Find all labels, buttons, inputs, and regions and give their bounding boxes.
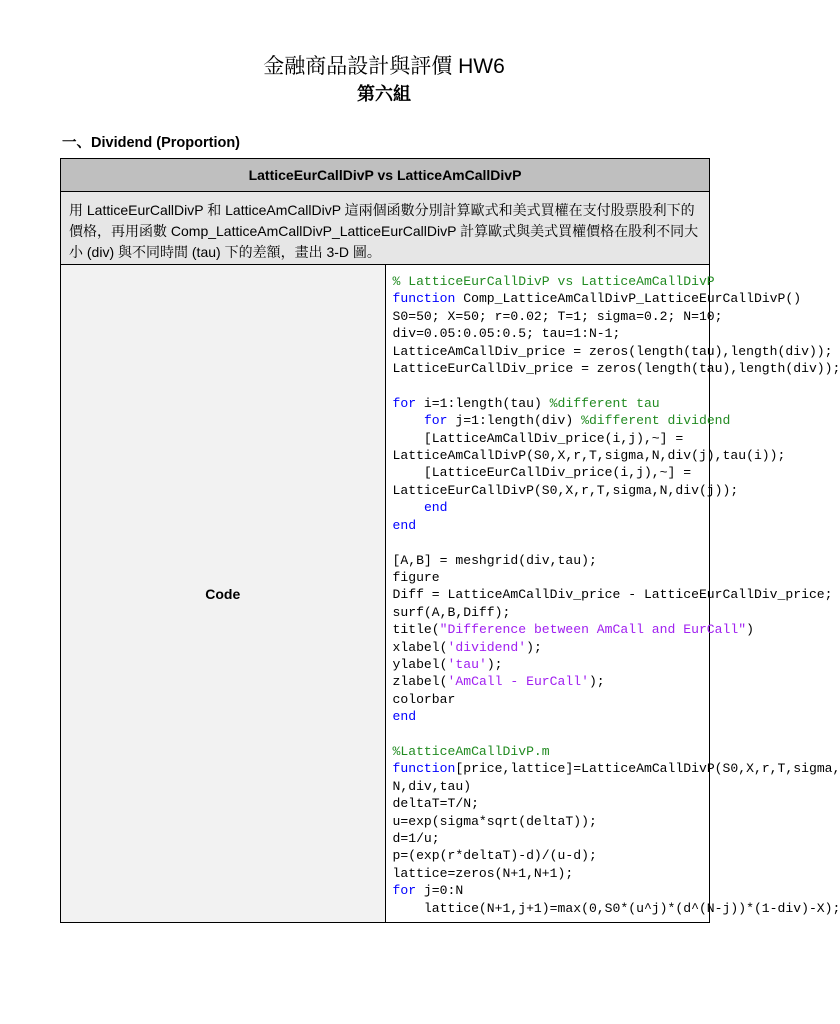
description-row <box>61 192 710 265</box>
code-token-comment: % LatticeEurCallDivP vs LatticeAmCallDivP <box>392 274 715 289</box>
code-line <box>393 500 448 515</box>
code-line <box>393 640 542 655</box>
code-token-string: 'tau' <box>447 656 487 672</box>
code-token-keyword: end <box>392 709 417 725</box>
code-line <box>393 744 550 759</box>
code-token-string: "Difference between AmCall and EurCall" <box>439 622 747 638</box>
code-token-plain: lattice=zeros(N+1,N+1); <box>392 865 574 881</box>
code-token-plain: Comp_LatticeAmCallDivP_LatticeEurCallDivP() <box>455 291 802 307</box>
code-token-plain: u=exp(sigma*sqrt(deltaT)); <box>392 813 597 829</box>
code-line <box>393 483 739 498</box>
code-token-plain: xlabel( <box>392 639 448 655</box>
code-token-plain: Diff = LatticeAmCallDiv_price - LatticeEurCallDiv_price; <box>392 587 833 603</box>
code-line <box>393 448 786 463</box>
code-token-plain: d=1/u; <box>392 831 440 846</box>
code-line <box>393 709 417 724</box>
code-block <box>392 273 840 917</box>
code-token-plain <box>393 413 424 428</box>
code-token-plain <box>393 500 424 515</box>
code-token-plain: surf(A,B,Diff); <box>392 604 511 620</box>
code-token-plain: N,div,tau) <box>392 778 472 794</box>
code-token-plain: [LatticeAmCallDiv_price(i,j),~] = <box>392 430 684 446</box>
code-token-plain: LatticeEurCallDivP(S0,X,r,T,sigma,N,div(j)); <box>392 482 739 498</box>
code-cell <box>385 265 840 923</box>
code-line <box>393 848 597 863</box>
code-token-comment: %LatticeAmCallDivP.m <box>392 743 550 759</box>
code-line <box>393 796 479 811</box>
table-header-row <box>61 159 710 192</box>
code-line <box>393 518 417 533</box>
code-table <box>60 158 840 923</box>
code-line <box>393 831 440 846</box>
code-line <box>393 622 754 637</box>
code-row <box>61 265 710 923</box>
code-token-plain: S0=50; X=50; r=0.02; T=1; sigma=0.2; N=10; <box>392 308 723 324</box>
code-token-plain: [A,B] = meshgrid(div,tau); <box>392 552 597 568</box>
code-line <box>393 361 840 376</box>
code-token-plain: p=(exp(r*deltaT)-d)/(u-d); <box>392 848 597 864</box>
code-token-keyword: end <box>392 517 417 533</box>
code-token-plain: LatticeAmCallDiv_price = zeros(length(tau),length(div)); <box>392 343 833 359</box>
code-token-plain: LatticeEurCallDiv_price = zeros(length(tau),length(div)); <box>392 361 840 377</box>
code-line <box>393 761 840 776</box>
code-line <box>393 413 731 428</box>
table-header: LatticeEurCallDivP vs LatticeAmCallDivP <box>61 159 710 192</box>
code-line <box>393 587 833 602</box>
code-token-plain: lattice(N+1,j+1)=max(0,S0*(u^j)*(d^(N-j))*(1-div)-X); <box>392 900 840 916</box>
code-line <box>393 309 723 324</box>
code-line <box>393 674 605 689</box>
code-line <box>393 396 660 411</box>
document-title: 金融商品設計與評價 HW6 <box>263 55 505 78</box>
code-token-keyword: end <box>423 500 448 516</box>
code-token-plain: LatticeAmCallDivP(S0,X,r,T,sigma,N,div(j),tau(i)); <box>392 448 786 464</box>
code-line <box>393 883 464 898</box>
code-line <box>393 465 692 480</box>
code-token-comment: %different tau <box>549 395 660 411</box>
code-token-plain: ); <box>526 639 542 655</box>
code-line <box>393 779 472 794</box>
code-token-plain: i=1:length(tau) <box>416 395 550 411</box>
code-line <box>393 692 456 707</box>
code-token-plain: figure <box>392 569 440 585</box>
code-token-plain: ); <box>588 674 605 690</box>
code-token-string: 'dividend' <box>447 639 527 655</box>
code-line <box>393 814 597 829</box>
row-label: Code <box>61 265 386 923</box>
code-token-plain: [LatticeEurCallDiv_price(i,j),~] = <box>392 465 692 481</box>
code-token-keyword: for <box>392 395 417 411</box>
code-line <box>393 431 684 446</box>
code-token-keyword: for <box>423 413 448 429</box>
table-description: 用 LatticeEurCallDivP 和 LatticeAmCallDivP 這兩個函數分別計算歐式和美式買權在支付股票股利下的價格，再用函數 Comp_LatticeAmCallDivP_LatticeEurCallDivP 計算歐式與美式買權價格在股利不同大小 (div) 與不同時間 (tau) 下的差額，畫出 3-D 圖。 <box>61 192 710 265</box>
document-subtitle: 第六組 <box>357 84 411 104</box>
code-line <box>393 605 511 620</box>
code-token-plain: j=1:length(div) <box>447 413 582 429</box>
code-line <box>393 570 440 585</box>
code-token-plain: div=0.05:0.05:0.5; tau=1:N-1; <box>392 326 621 342</box>
code-line <box>393 291 802 306</box>
code-token-string: 'AmCall - EurCall' <box>447 674 589 690</box>
code-token-plain: ylabel( <box>392 656 448 672</box>
code-token-keyword: for <box>392 883 417 899</box>
code-line <box>393 344 833 359</box>
code-token-plain: zlabel( <box>392 674 448 690</box>
code-line <box>393 274 715 289</box>
code-token-keyword: function <box>392 761 456 777</box>
code-line <box>393 326 621 341</box>
code-line <box>393 901 840 916</box>
code-token-keyword: function <box>392 291 456 307</box>
code-token-plain: colorbar <box>392 691 456 707</box>
code-line <box>393 657 503 672</box>
code-token-plain: ); <box>486 656 503 672</box>
code-token-plain: j=0:N <box>416 883 464 899</box>
code-token-plain: deltaT=T/N; <box>392 796 479 812</box>
code-token-plain: ) <box>746 622 754 638</box>
code-token-comment: %different dividend <box>581 413 731 429</box>
code-token-plain: [price,lattice]=LatticeAmCallDivP(S0,X,r,T,sigma, <box>455 761 840 777</box>
code-line <box>393 866 574 881</box>
section-heading: 一、Dividend (Proportion) <box>62 135 241 151</box>
code-line <box>393 553 597 568</box>
code-token-plain: title( <box>392 622 440 638</box>
